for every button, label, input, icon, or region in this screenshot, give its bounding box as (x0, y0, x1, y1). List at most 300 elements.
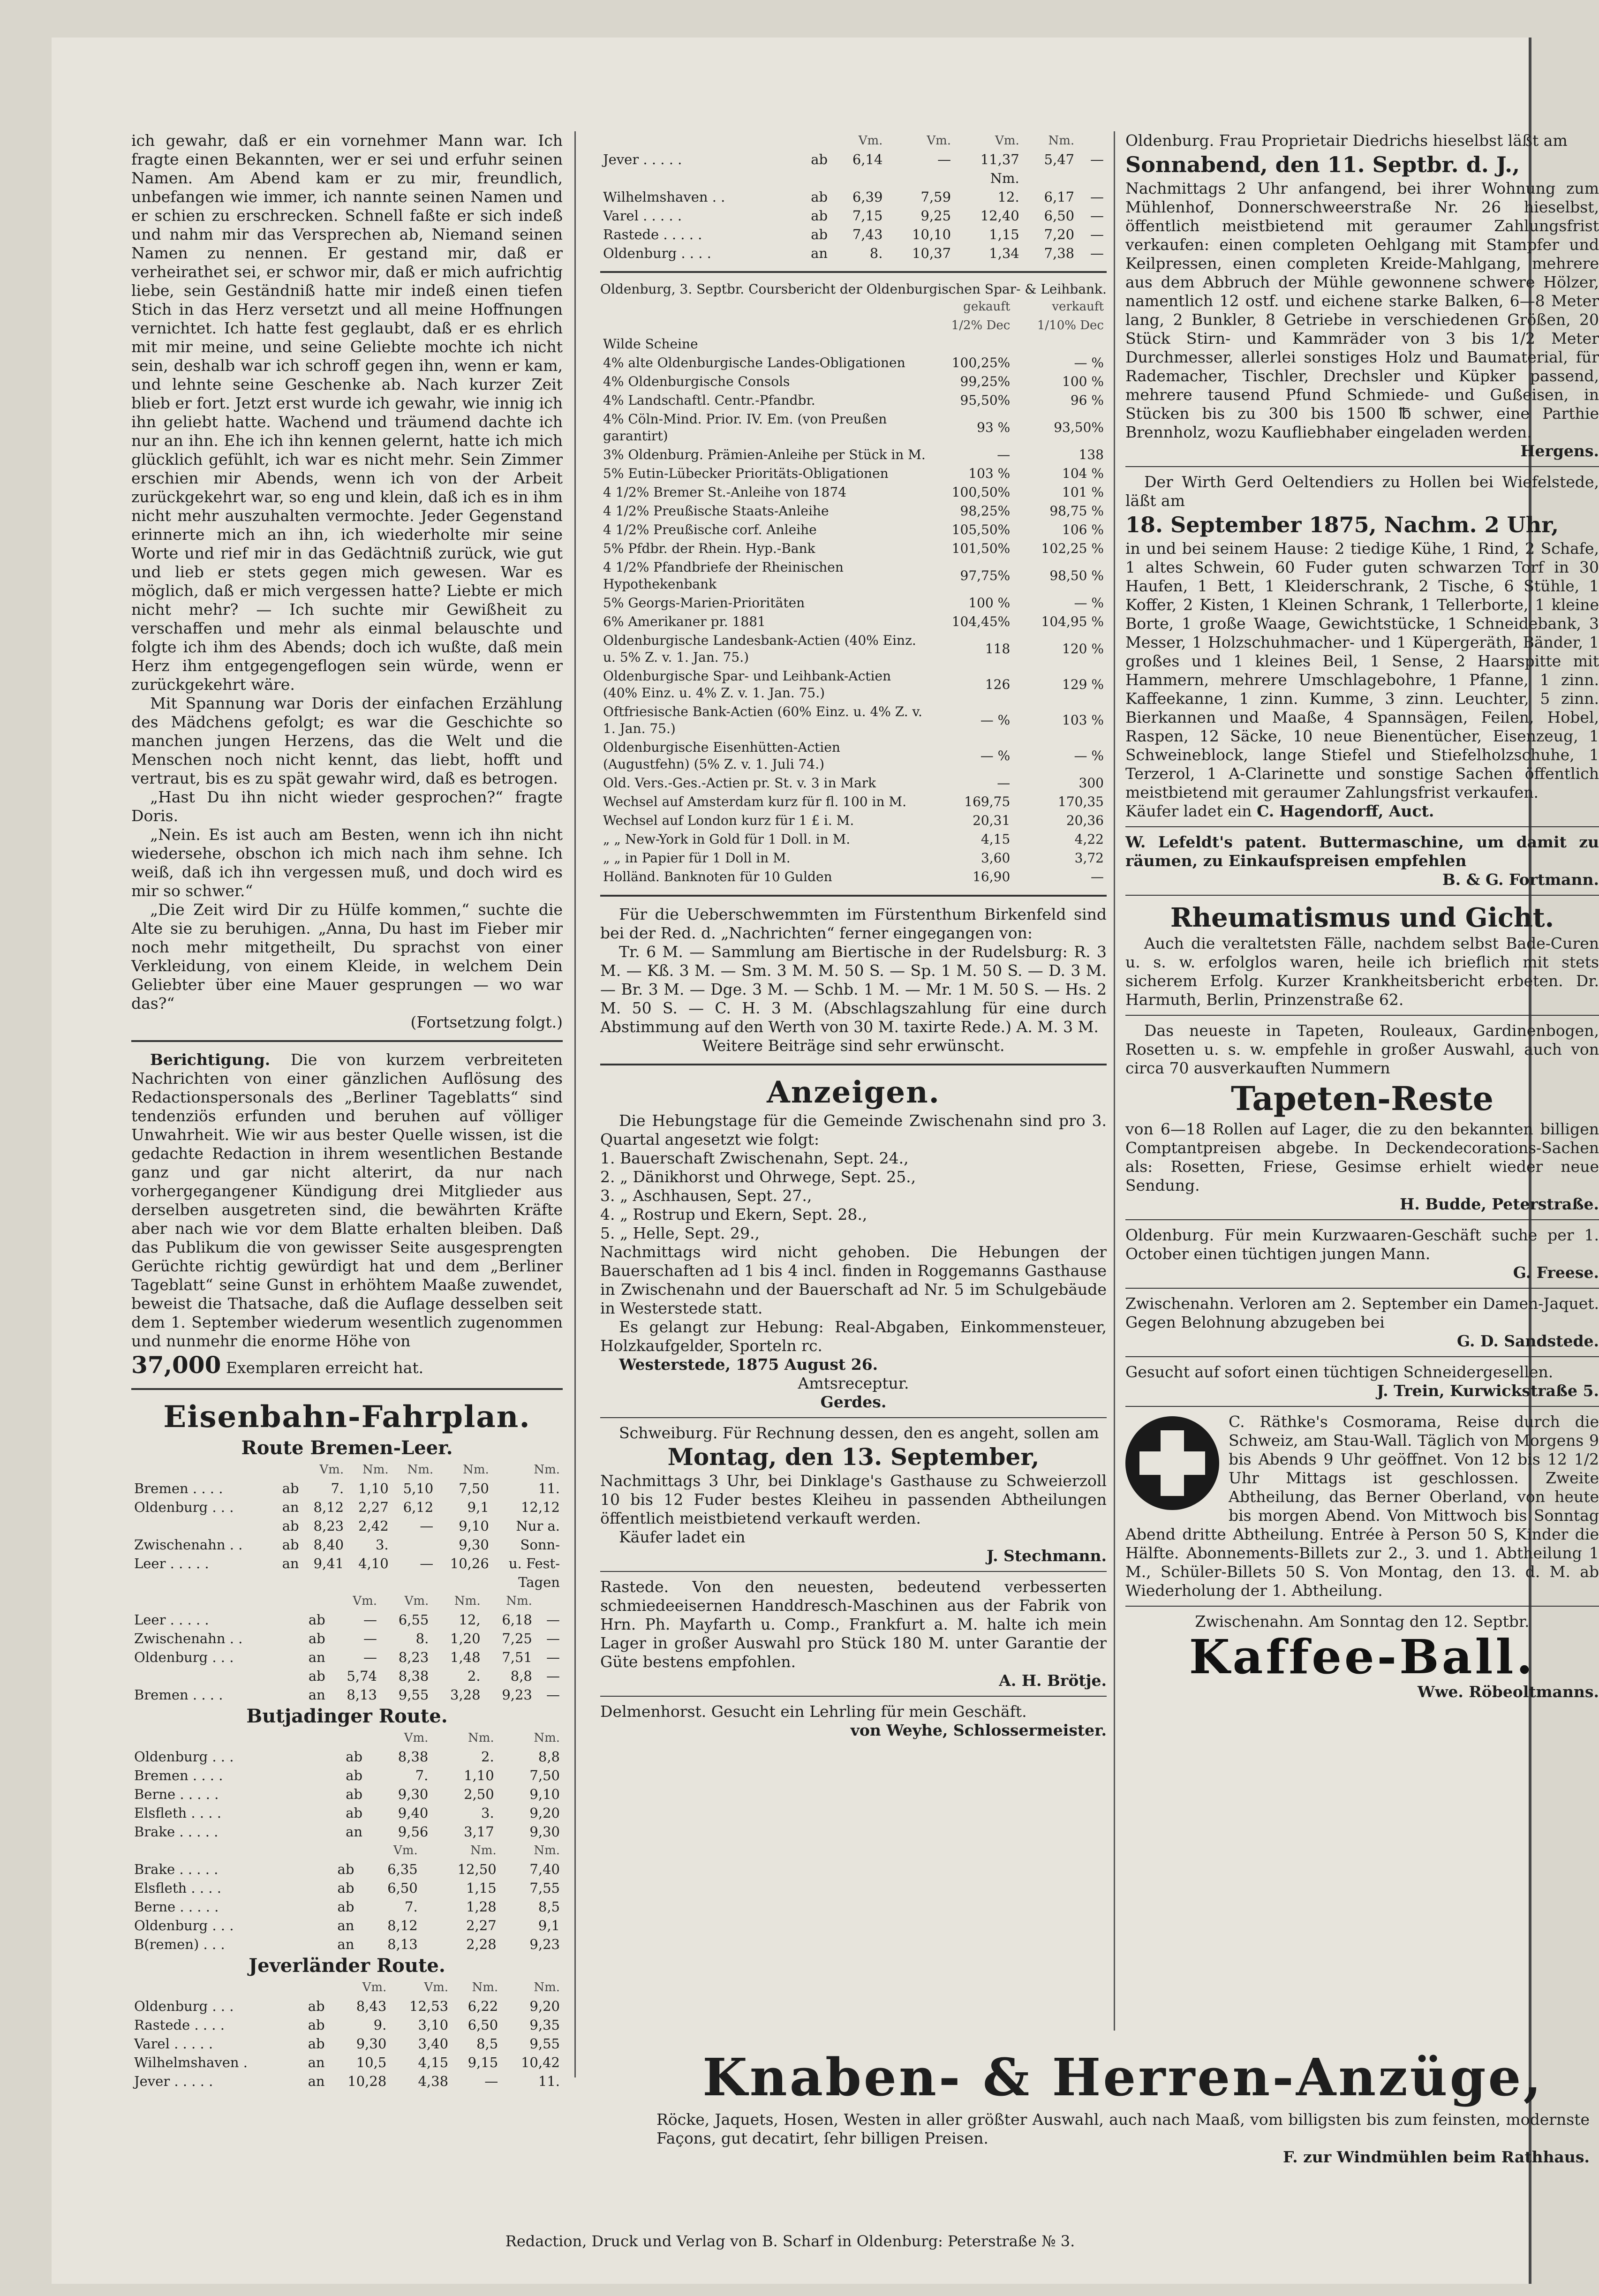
story (131, 131, 563, 1032)
divider (1125, 1606, 1599, 1607)
table-cell: ab (346, 1805, 363, 1821)
table-cell: 100 % (1062, 374, 1104, 389)
table-row (131, 1648, 563, 1667)
table-cell (1013, 335, 1107, 354)
story-paragraph: „Die Zeit wird Dir zu Hülfe kommen,“ suchte die Alte sie zu beruhigen. „Anna, Du hast im Fieber mir noch mehr mitgetheilt, Du sprachst von einer Verkleidung, von einem Kleide, in welchem Dein Geliebter über eine Mauer gesprungen — wo war das?“ (131, 900, 563, 1012)
table-header-cell: Nm. (472, 1980, 498, 1994)
table-cell (347, 1573, 392, 1592)
table-header-row (131, 1592, 563, 1610)
table-header-cell (131, 1841, 317, 1860)
table-cell: 16,90 (973, 869, 1011, 884)
table-row (131, 1822, 563, 1841)
table-cell: Rastede . . . . (134, 2017, 225, 2033)
route-table (131, 1592, 563, 1704)
table-cell: 9,30 (459, 1537, 489, 1553)
ad-lefeldt-text: W. Lefeldt's patent. Buttermaschine, um damit zu räumen, zu Einkaufspreisen empfehlen (1125, 833, 1599, 870)
table-cell: 4 1/2% Preußische Staats-Anleihe (603, 503, 829, 519)
table-row (600, 793, 1107, 811)
table-cell: — (1090, 245, 1104, 261)
ad-diedrichs-sig: Hergens. (1520, 442, 1599, 460)
table-cell: 106 % (1062, 522, 1104, 537)
table-row (600, 150, 1107, 169)
kurs-table (600, 297, 1107, 886)
table-cell: — (363, 1631, 377, 1646)
table-header-cell (131, 1592, 296, 1610)
table-cell: Oldenburgische Eisenhütten-Actien (Augustfehn) (5% Z. v. 1. Juli 74.) (603, 740, 840, 772)
table-cell: — % (1074, 595, 1104, 611)
table-cell: Brake . . . . . (134, 1861, 219, 1877)
table-header-cell (296, 1592, 328, 1610)
table-cell: 10,37 (912, 245, 951, 261)
table-cell: 9,10 (459, 1518, 489, 1534)
table-cell: Varel . . . . . (603, 208, 682, 224)
fahrplan-title: Eisenbahn-Fahrplan. (163, 1399, 531, 1435)
column-3 (1125, 131, 1599, 1701)
table-cell: — (546, 1668, 560, 1684)
table-cell: Wilde Scheine (603, 336, 698, 352)
table-cell: 8. (415, 1631, 429, 1646)
table-cell: 10,26 (450, 1556, 489, 1571)
schweib-big: Montag, den 13. September, (667, 1443, 1040, 1471)
footer-imprint: Redaction, Druck und Verlag von B. Scharf in Oldenburg: Peterstraße № 3. (505, 2232, 1075, 2250)
table-cell: 6,50 (1044, 208, 1075, 224)
table-row (600, 667, 1107, 702)
table-cell (392, 1535, 437, 1554)
hebung-item: 5. „ Helle, Sept. 29., (600, 1224, 760, 1242)
table-cell: Zwischenahn . . (134, 1537, 243, 1553)
table-cell: 9,41 (313, 1556, 344, 1571)
table-cell: — (1090, 227, 1104, 242)
table-cell: ab (308, 2036, 325, 2052)
divider (1125, 1288, 1599, 1289)
table-cell: 3. (375, 1537, 389, 1553)
table-cell: 6,22 (468, 1998, 498, 2014)
table-cell: 1,34 (989, 245, 1019, 261)
hebung-item: 3. „ Aschhausen, Sept. 27., (600, 1186, 812, 1205)
column-2 (600, 131, 1107, 1740)
table-cell: — (997, 775, 1011, 791)
table-cell: ab (282, 1518, 299, 1534)
table-cell: Oldenburg . . . (134, 1998, 234, 2014)
ad-sandstede-text: Zwischenahn. Verloren am 2. September ein Damen-Jaquet. Gegen Belohnung abzugeben bei (1125, 1294, 1599, 1331)
berichtigung-text: Die von kurzem verbreiteten Nachrichten von einer gänzlichen Auflösung des Redactionspersonals des „Berliner Tageblatts“ sind tendenziös erfunden und beruhen auf völliger Unwahrheit. Wie wir aus bester Quelle wissen, ist die gedachte Redaction in ihrem wesentlichen Bestande ganz und gar nicht alterirt, da nur nach vorhergegangener Kündigung drei Mitglieder aus derselben ausgetreten sind, die bewährten Kräfte aber nach wie vor dem Blatte erhalten bleiben. Daß das Publikum die von gewisser Seite ausgesprengten Gerüchte richtig gewürdigt hat und dem „Berliner Tageblatt“ seine Gunst in erhöhtem Maaße zuwendet, beweist die Thatsache, daß die Auflage desselben seit dem 1. September wiederum wesentlich zugenommen und nunmehr die enorme Höhe von (131, 1050, 563, 1350)
table-cell: 10,5 (356, 2054, 387, 2070)
table-header-row (131, 1460, 563, 1479)
berichtigung-head: Berichtigung. (150, 1050, 271, 1069)
table-row (131, 2053, 563, 2072)
story-continuation: (Fortsetzung folgt.) (410, 1013, 563, 1031)
table-header-cell: Vm. (404, 1594, 429, 1608)
divider (131, 1040, 563, 1042)
table-cell: Tagen (518, 1574, 560, 1590)
table-cell: 118 (985, 641, 1011, 657)
table-cell: 5% Eutin-Lübecker Prioritäts-Obligationen (603, 466, 889, 481)
tapeten-sig: H. Budde, Peterstraße. (1400, 1195, 1599, 1213)
table-cell: 95,50% (960, 393, 1011, 408)
table-cell: 4 1/2% Preußische corf. Anleihe (603, 522, 817, 537)
hebung-rest: Nachmittags wird nicht gehoben. Die Hebungen der Bauerschaften ad 1 bis 4 incl. finden in Roggemanns Gasthause in Zwischenahn und der Bauerschaft ad Nr. 5 im Schulgebäude in Westerstede statt. (600, 1243, 1107, 1317)
table-cell: 9,35 (529, 2017, 560, 2033)
table-cell: 8,5 (538, 1899, 560, 1915)
table-cell: 2,50 (464, 1786, 494, 1802)
ueber-list: Tr. 6 M. — Sammlung am Biertische in der Rudelsburg: R. 3 M. — Kß. 3 M. — Sm. 3 M. M. 50 S. — Sp. 1 M. 50 S. — D. 3 M. — Br. 3 M. — Dge. 3 M. — Schb. 1 M. — Mr. 1 M. 50 S. — Hs. 2 M. 50 S. — C. H. 3 M. (Abschlagszahlung für eine durch Abstimmung auf den Werth von 30 M. taxirte Rede.) A. M. 3 M. (600, 943, 1107, 1036)
table-cell: ab (811, 227, 828, 242)
table-cell: 9,1 (538, 1918, 560, 1933)
hebung-sig: Amtsreceptur. (798, 1374, 909, 1392)
ad-lefeldt-sig: B. & G. Fortmann. (1442, 870, 1599, 889)
ad-diedrichs-date: Sonnabend, den 11. Septbr. d. J., (1125, 152, 1520, 177)
table-cell: 9,1 (467, 1499, 489, 1515)
table-cell: 10,10 (912, 227, 951, 242)
table-cell: 7,51 (502, 1649, 532, 1665)
table-cell: 11. (538, 2073, 560, 2089)
table-cell: 6,35 (387, 1861, 418, 1877)
table-header-cell: Nm. (463, 1463, 489, 1477)
table-cell: Oldenburg . . . . (603, 245, 711, 261)
tapeten-body: von 6—18 Rollen auf Lager, die zu den bekannten billigen Comptantpreisen abgebe. In Deckendecorations-Sachen als: Rosetten, Friese, Gesimse erhielt wieder neue Sendung. (1125, 1120, 1599, 1194)
table-row (600, 521, 1107, 539)
table-row (131, 1535, 563, 1554)
table-cell: Bremen . . . . (134, 1480, 223, 1496)
table-cell: 99,25% (960, 374, 1011, 389)
table-cell: 9,23 (529, 1936, 560, 1952)
table-cell: 7,20 (1044, 227, 1075, 242)
table-header-cell (317, 1841, 357, 1860)
table-cell: 100,25% (951, 355, 1011, 370)
table-cell: ab (346, 1786, 363, 1802)
table-cell: an (337, 1936, 354, 1952)
table-row (600, 188, 1107, 206)
ad-oeltendiers-sig: C. Hagendorff, Auct. (1257, 802, 1434, 820)
table-cell: — (1090, 189, 1104, 205)
table-cell: 4 1/2% Pfandbriefe der Rheinischen Hypothekenbank (603, 559, 844, 592)
table-cell: 1,20 (450, 1631, 481, 1646)
table-cell: — % (980, 748, 1011, 763)
schweib-k: Käufer ladet ein (619, 1528, 746, 1546)
table-cell: 9,20 (529, 1805, 560, 1821)
story-paragraph: ich gewahr, daß er ein vornehmer Mann war. Ich fragte einen Bekannten, wer er sei und erfuhr seinen Namen. Am Abend kam er zu mir, freundlich, unbefangen wie immer, ich nannte seinen Namen und er schien zu erschrecken. Schnell faßte er sich indeß und nahm mir das Versprechen ab, Niemand seinen Namen zu nennen. Er gestand mir, daß er verheirathet sei, er schwor mir, daß er mich aufrichtig liebe, sein Geständniß hatte mir indeß einen tiefen Stich in das Herz versetzt und all meine Hoffnungen vernichtet. Ich hatte fest geglaubt, daß er es ehrlich mit mir meine, und seine Geliebte mochte ich nicht sein, deshalb war ich schroff gegen ihn, wenn er kam, und lehnte seine Geschenke ab. Nach kurzer Zeit blieb er fort. Jetzt erst wurde ich gewahr, wie innig ich ihn geliebt hatte. Wachend und träumend dachte ich nur an ihn. Ehe ich ihn kennen gelernt, hatte ich mich glücklich gefühlt, ich war es nicht mehr. Sein Zimmer erschien mir Abends, wenn ich von der Arbeit zurückgekehrt war, so eng und klein, daß ich es in ihm nicht mehr auszuhalten vermochte. Jeder Gegenstand erinnerte mich an ihn, ich wiederholte mir seine Worte und rief mir in das Gedächtniß zurück, wie gut und lieb er stets gegen mich gewesen. War es möglich, daß er mich vergessen hatte? Liebte er mich nicht mehr? — Ich suchte mir Gewißheit zu verschaffen und mehr als einmal belauschte und folgte ich ihm des Abends; doch ich wußte, daß mein Herz ihm entgegengeflogen sein würde, wenn er zurückgekehrt wäre. (131, 131, 563, 694)
table-cell: 5,47 (1044, 151, 1075, 167)
table-cell: Berne . . . . . (134, 1786, 219, 1802)
table-cell: 7,15 (852, 208, 883, 224)
table-cell: 102,25 % (1041, 541, 1104, 556)
hebung-sig: Westerstede, 1875 August 26. (619, 1355, 878, 1374)
table-cell: 8,5 (476, 2036, 498, 2052)
table-row (131, 1897, 563, 1916)
table-cell: — % (1074, 748, 1104, 763)
table-cell: 103 % (968, 466, 1011, 481)
table-cell: 12,53 (409, 1998, 449, 2014)
divider (1125, 466, 1599, 467)
knaben-sig: F. zur Windmühlen beim Rathhaus. (1283, 2148, 1590, 2166)
table-cell: Jever . . . . . (603, 151, 682, 167)
table-row (131, 2016, 563, 2034)
table-cell: 100 % (968, 595, 1011, 611)
table-cell: 2. (467, 1668, 481, 1684)
table-cell: ab (308, 1998, 325, 2014)
table-cell: 8. (869, 245, 883, 261)
table-cell: 4 1/2% Bremer St.-Anleihe von 1874 (603, 484, 847, 500)
table-cell: 2,28 (466, 1936, 497, 1952)
table-cell: 9,23 (502, 1687, 532, 1703)
ueber-end: Weitere Beiträge sind sehr erwünscht. (702, 1036, 1005, 1055)
table-cell: an (308, 1687, 325, 1703)
table-cell: 9,30 (529, 1824, 560, 1840)
ad-diedrichs-text: Oldenburg. Frau Proprietair Diedrichs hieselbst läßt am (1125, 131, 1568, 150)
table-cell: Brake . . . . . (134, 1824, 219, 1840)
table-header-cell (131, 1729, 324, 1747)
table-cell: 6,18 (502, 1612, 532, 1628)
table-row (600, 558, 1107, 594)
table-header-cell (796, 131, 831, 150)
table-cell: 104 % (1062, 466, 1104, 481)
table-cell: 1,10 (358, 1480, 389, 1496)
divider (1125, 826, 1599, 827)
table-cell: 7. (331, 1480, 344, 1496)
ad-kaffee-text: Zwischenahn. Am Sonntag den 12. Septbr. (1195, 1612, 1530, 1631)
table-cell: 10,28 (347, 2073, 387, 2089)
divider (600, 1696, 1107, 1697)
ad-oeltendiers-body: in und bei seinem Hause: 2 tiedige Kühe, 1 Rind, 2 Schafe, 1 altes Schwein, 60 Fuder guten schwarzen Torf in 30 Haufen, 1 Bett, 1 Kleiderschrank, 2 Tische, 6 Stühle, 1 Koffer, 2 Kisten, 1 Kleinen Schrank, 1 Tellerborte, 1 kleine Borte, 1 große Waage, Gewichtstücke, 1 Schneidebank, 3 Messer, 1 Holzschuhmacher- und 1 Küpergeräth, Bänder, 1 großes und 1 kleines Beil, 1 Sense, 2 Haarspitte mit Hammern, mehrere Umschlagebohre, 1 Pfanne, 1 zinn. Kaffeekanne, 1 zinn. Kumme, 3 zinn. Leuchter, 5 zinn. Bierkannen und Maaße, 4 Spannsägen, Feilen, Hobel, Raspen, 12 Säcke, 10 neue Bienentücher, Eisenzeug, 1 Schweineblock, lange Stiefel und Stiefelholzschuhe, 1 Terzerol, 1 A-Clarinette und sonstige Sachen öffentlich meistbietend mit geraumer Zahlungsfrist verkaufen. (1125, 539, 1599, 801)
ad-trein-text: Gesucht auf sofort einen tüchtigen Schneidergesellen. (1125, 1363, 1554, 1381)
tapeten-text: Das neueste in Tapeten, Rouleaux, Gardinenbogen, Rosetten u. s. w. empfehle in großer Auswahl, auch von circa 70 ausverkauften Nummern (1125, 1021, 1599, 1077)
table-row (131, 2072, 563, 2091)
berichtigung-number: 37,000 (131, 1351, 221, 1379)
table-cell: Varel . . . . . (134, 2036, 213, 2052)
column-1 (131, 131, 563, 2091)
table-row (600, 446, 1107, 464)
table-cell: an (282, 1556, 299, 1571)
table-cell: 300 (1079, 775, 1104, 791)
table-cell: 2,27 (358, 1499, 389, 1515)
jever-table (600, 131, 1107, 263)
route-table (131, 1729, 563, 1841)
table-cell: 8,23 (398, 1649, 429, 1665)
hebung-text: Die Hebungstage für die Gemeinde Zwischenahn sind pro 3. Quartal angesetzt wie folgt: (600, 1111, 1107, 1148)
ad-cosmorama (1125, 1412, 1599, 1600)
table-cell: 104,45% (951, 614, 1011, 629)
table-cell: — (363, 1649, 377, 1665)
rheuma-text: Auch die veraltetsten Fälle, nachdem selbst Bade-Curen u. s. w. erfolglos waren, heile ich brieflich mit stets sicherem Erfolg. Kurzer Krankheitsbericht erbeten. Dr. Harmuth, Berlin, Prinzenstraße 62. (1125, 934, 1599, 1009)
table-header-row (600, 316, 1107, 335)
table-header-cell (324, 1729, 365, 1747)
table-row (600, 702, 1107, 738)
table-cell: 9,30 (398, 1786, 429, 1802)
table-cell: Berne . . . . . (134, 1899, 219, 1915)
table-cell (436, 1573, 492, 1592)
table-cell: 7. (415, 1767, 429, 1783)
rastede-sig: A. H. Brötje. (999, 1671, 1107, 1690)
table-cell: Nm. (990, 170, 1019, 186)
table-cell: Wilhelmshaven . (134, 2054, 248, 2070)
table-cell: — (1090, 151, 1104, 167)
hebung-item: 2. „ Dänikhorst und Ohrwege, Sept. 25., (600, 1168, 916, 1186)
table-cell: 3,40 (418, 2036, 449, 2052)
schweib-rest: Nachmittags 3 Uhr, bei Dinklage's Gasthause zu Schweierzoll 10 bis 12 Fuder bestes Kleiheu in passenden Abtheilungen öffentlich meistbietend verkauft werden. (600, 1472, 1107, 1527)
table-cell: 8,13 (347, 1687, 377, 1703)
column-rule (574, 131, 576, 2077)
column-rule (1114, 131, 1115, 2031)
table-cell: 20,36 (1066, 813, 1104, 828)
table-header-cell (131, 1460, 274, 1479)
table-cell: 101,50% (951, 541, 1011, 556)
rheuma-title: Rheumatismus und Gicht. (1170, 902, 1554, 933)
table-cell: 100,50% (951, 484, 1011, 500)
table-cell: ab (811, 208, 828, 224)
table-row (600, 594, 1107, 612)
table-cell: „ „ New-York in Gold für 1 Doll. in M. (603, 831, 851, 847)
table-cell: 96 % (1070, 393, 1104, 408)
table-cell: 8,12 (387, 1918, 418, 1933)
table-cell: 9,56 (398, 1824, 429, 1840)
table-cell: 1,48 (450, 1649, 481, 1665)
table-row (131, 1517, 563, 1535)
table-header-cell (600, 131, 796, 150)
table-cell: 120 % (1062, 641, 1104, 657)
table-header-row (600, 131, 1107, 150)
table-cell: 3,10 (418, 2017, 449, 2033)
table-cell: ab (346, 1749, 363, 1765)
table-header-cell: Nm. (534, 1980, 560, 1994)
table-cell: 9,30 (356, 2036, 387, 2052)
table-header-cell (274, 1460, 302, 1479)
table-cell: Wilhelmshaven . . (603, 189, 725, 205)
hebung-rest2: Es gelangt zur Hebung: Real-Abgaben, Einkommensteuer, Holzkaufgelder, Sporteln rc. (600, 1318, 1107, 1355)
table-cell: 1,15 (989, 227, 1019, 242)
table-cell: 105,50% (951, 522, 1011, 537)
hebung-item: 1. Bauerschaft Zwischenahn, Sept. 24., (600, 1149, 909, 1167)
table-cell (796, 169, 831, 188)
table-cell: 9. (373, 2017, 387, 2033)
table-cell: 8,43 (356, 1998, 387, 2014)
table-cell: 6,12 (403, 1499, 434, 1515)
route-table (131, 1841, 563, 1954)
table-cell: ab (282, 1480, 299, 1496)
delm-text: Delmenhorst. Gesucht ein Lehrling für mein Geschäft. (600, 1702, 1027, 1721)
table-row (600, 849, 1107, 868)
divider (1125, 1015, 1599, 1016)
table-cell: 9,10 (529, 1786, 560, 1802)
table-cell: 3. (481, 1805, 494, 1821)
table-cell: Oldenburgische Landesbank-Actien (40% Einz. u. 5% Z. v. 1. Jan. 75.) (603, 633, 916, 665)
table-header-cell: 1/2% Dec (951, 318, 1011, 332)
route-table (131, 1978, 563, 2091)
table-cell: — (546, 1649, 560, 1665)
table-row (600, 464, 1107, 483)
ad-oeltendiers-sig-line (1125, 802, 1599, 821)
table-cell: 12,40 (980, 208, 1019, 224)
table-cell: Oldenburg . . . (134, 1649, 234, 1665)
table-cell: — % (1074, 355, 1104, 370)
table-cell: an (282, 1499, 299, 1515)
table-row (600, 244, 1107, 263)
table-row (131, 1747, 563, 1766)
table-cell: 9,55 (398, 1687, 429, 1703)
table-cell: Sonn- (520, 1537, 560, 1553)
table-cell: Leer . . . . . (134, 1612, 209, 1628)
table-cell: 3,60 (981, 850, 1011, 866)
table-cell: 9,25 (920, 208, 951, 224)
table-cell: Elsfleth . . . . (134, 1805, 221, 1821)
table-row (131, 1610, 563, 1629)
table-row (600, 868, 1107, 886)
table-cell: 8,38 (398, 1668, 429, 1684)
table-cell: Holländ. Banknoten für 10 Gulden (603, 869, 832, 884)
story-paragraph: „Hast Du ihn nicht wieder gesprochen?“ fragte Doris. (131, 788, 563, 825)
table-cell: ab (308, 2017, 325, 2033)
table-cell: 2. (481, 1749, 494, 1765)
table-header-cell: Nm. (534, 1843, 560, 1858)
table-row (600, 774, 1107, 793)
table-cell: an (346, 1824, 363, 1840)
table-cell: 129 % (1062, 677, 1104, 692)
table-cell: 12, (459, 1612, 481, 1628)
table-header-row (131, 1978, 563, 1997)
table-cell: Bremen . . . . (134, 1767, 223, 1783)
table-cell: Wechsel auf Amsterdam kurz für fl. 100 in M. (603, 794, 906, 809)
ad-diedrichs-body: Nachmittags 2 Uhr anfangend, bei ihrer Wohnung zum Mühlenhof, Donnerschweerstraße Nr. 26 hieselbst, öffentlich meistbietend mit geraumer Zahlungsfrist verkaufen: einen completen Oehlgang mit Stampfer und Keilpressen, einen completen Kreide-Mahlgang, mehrere aus dem Abbruch der Mühle gewonnene schwere Hölzer, namentlich 12 ostf. und eichene starke Balken, 6—8 Meter lang, 2 Bunkler, 8 Getriebe in verschiedenen Größen, 20 Stück Stirn- und Kammräder von 3 bis 1/2 Meter Durchmesser, allerlei sonstiges Holz und Baumaterial, für Rademacher, Tischler, Drechsler und Küpker passend, mehrere tausend Pfund Schmiede- und Gußeisen, in Stücken bis zu 300 bis 1500 ℔ schwer, eine Parthie Brennholz, wozu Kaufliebhaber eingeladen werden. (1125, 179, 1599, 441)
table-header-cell: Vm. (424, 1980, 449, 1994)
ad-trein-sig: J. Trein, Kurwickstraße 5. (1377, 1382, 1599, 1400)
table-cell: 4% Oldenburgische Consols (603, 374, 790, 389)
table-cell: — (997, 447, 1011, 462)
table-row (600, 830, 1107, 849)
divider (1125, 1406, 1599, 1407)
table-cell: Oldenburg . . . (134, 1499, 234, 1515)
ueber-text: Für die Ueberschwemmten im Fürstenthum Birkenfeld sind bei der Red. d. „Nachrichten“ ferner eingegangen von: (600, 905, 1107, 942)
table-header-cell: Nm. (534, 1731, 560, 1745)
table-row (131, 1479, 563, 1498)
table-cell: 8,23 (313, 1518, 344, 1534)
table-row (131, 1935, 563, 1954)
table-row (600, 372, 1107, 391)
ad-sandstede-sig: G. D. Sandstede. (1456, 1332, 1599, 1350)
table-cell: 1,10 (464, 1767, 494, 1783)
table-cell: 5% Georgs-Marien-Prioritäten (603, 595, 805, 611)
table-row (600, 539, 1107, 558)
table-cell: 11. (538, 1480, 560, 1496)
table-cell: an (308, 2073, 325, 2089)
table-cell: 103 % (1062, 712, 1104, 728)
table-cell: 4,15 (981, 831, 1011, 847)
table-cell: — (546, 1612, 560, 1628)
table-cell: 1,15 (466, 1880, 497, 1896)
table-header-cell: Vm. (404, 1731, 429, 1745)
divider (131, 1388, 563, 1390)
table-cell (1077, 169, 1107, 188)
table-cell: 20,31 (973, 813, 1011, 828)
table-cell: ab (308, 1668, 325, 1684)
ad-freese-text: Oldenburg. Für mein Kurzwaaren-Geschäft suche per 1. October einen tüchtigen jungen Mann. (1125, 1226, 1599, 1263)
table-cell: 10,42 (520, 2054, 560, 2070)
table-header-cell: Nm. (468, 1731, 494, 1745)
table-cell: ab (308, 1631, 325, 1646)
schweib-text: Schweiburg. Für Rechnung dessen, den es angeht, sollen am (619, 1424, 1099, 1442)
table-cell: 7,50 (529, 1767, 560, 1783)
table-cell: — % (980, 712, 1011, 728)
table-cell: — (420, 1556, 434, 1571)
table-cell: Bremen . . . . (134, 1687, 223, 1703)
table-cell: Wechsel auf London kurz für 1 £ i. M. (603, 813, 854, 828)
table-cell: 3% Oldenburg. Prämien-Anleihe per Stück in M. (603, 447, 926, 462)
table-cell (274, 1573, 302, 1592)
table-cell: an (308, 2054, 325, 2070)
table-cell: — (1091, 869, 1104, 884)
table-header-cell: Nm. (534, 1463, 560, 1477)
table-cell: 7,25 (502, 1631, 532, 1646)
table-cell: 169,75 (964, 794, 1011, 809)
table-cell: 12,12 (520, 1499, 560, 1515)
